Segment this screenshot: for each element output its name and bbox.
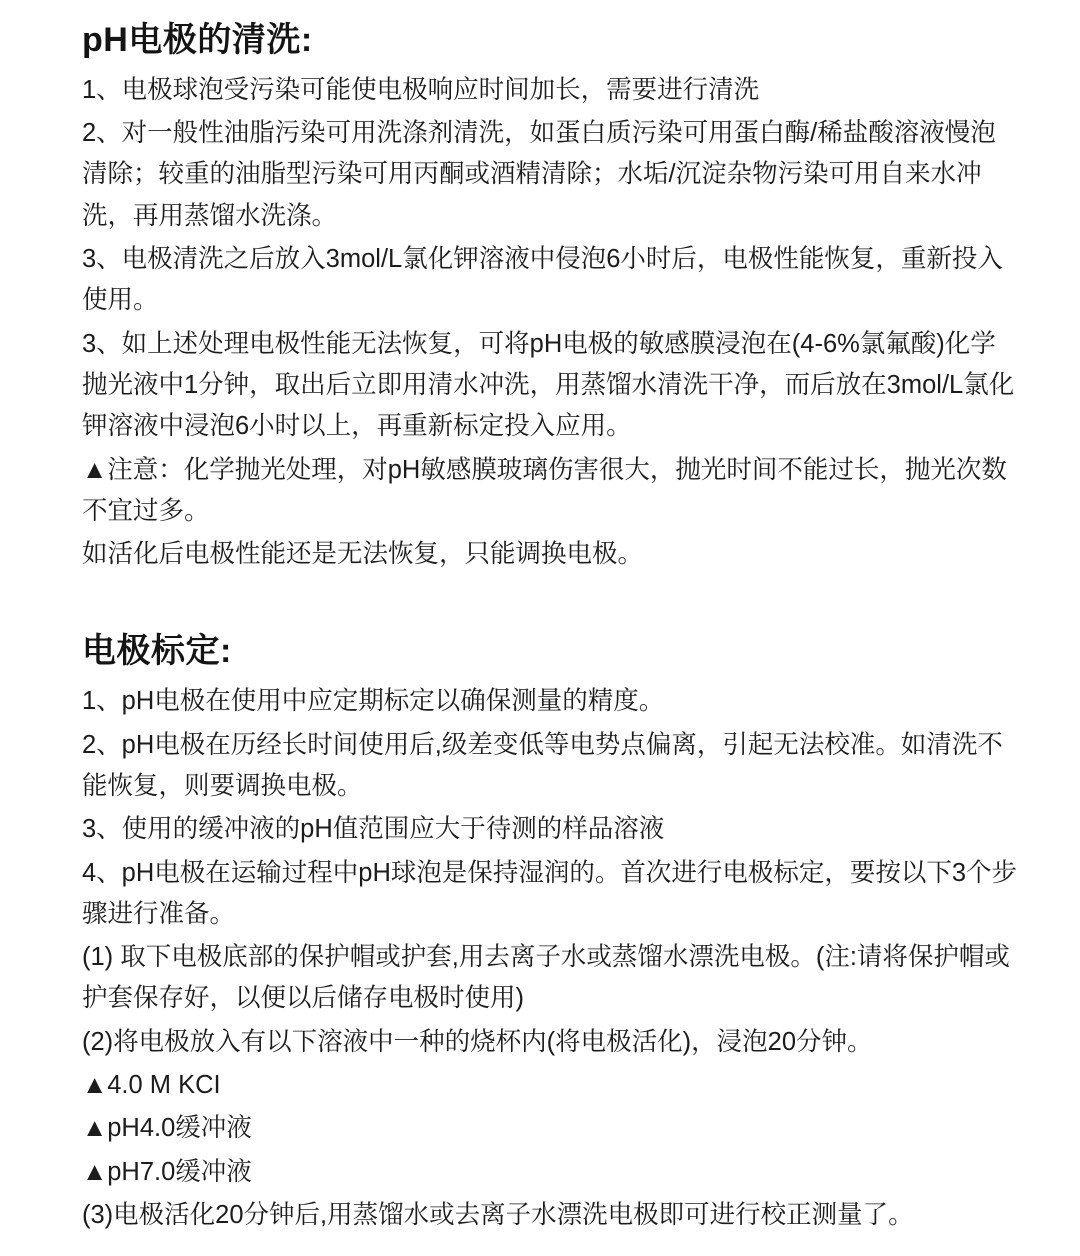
section-electrode-calibration — [82, 629, 1020, 1236]
list-item-solution-ph4: ▲pH4.0缓冲液 — [82, 1114, 252, 1143]
list-item-solution-ph7: ▲pH7.0缓冲液 — [82, 1157, 252, 1186]
paragraph-calibration-step-2: (2)将电极放入有以下溶液中一种的烧杯内(将电极活化)，浸泡20分钟。 — [82, 1027, 873, 1056]
paragraph-calibration-step-1: (1) 取下电极底部的保护帽或护套,用去离子水或蒸馏水漂洗电极。(注:请将保护帽或护套保存好，以便以后储存电极时使用) — [82, 943, 1010, 1013]
paragraph-cleaning-4: 3、如上述处理电极性能无法恢复，可将pH电极的敏感膜浸泡在(4-6%氯氟酸)化学抛光液中1分钟，取出后立即用清水冲洗，用蒸馏水清洗干净，而后放在3mol/L氯化钾溶液中浸泡6小时以上，再重新标定投入应用。 — [82, 329, 1015, 441]
paragraph-cleaning-closing: 如活化后电极性能还是无法恢复，只能调换电极。 — [82, 540, 644, 569]
paragraph-cleaning-2: 2、对一般性油脂污染可用洗涤剂清洗，如蛋白质污染可用蛋白酶/稀盐酸溶液慢泡清除；较重的油脂型污染可用丙酮或酒精清除；水垢/沉淀杂物污染可用自来水冲洗，再用蒸馏水洗涤。 — [82, 119, 996, 230]
paragraph-calibration-3: 3、使用的缓冲液的pH值范围应大于待测的样品溶液 — [82, 815, 665, 844]
paragraph-cleaning-note: ▲注意：化学抛光处理，对pH敏感膜玻璃伤害很大，抛光时间不能过长，抛光次数不宜过多。 — [82, 455, 1007, 525]
list-item-solution-kcl: ▲4.0 M KCI — [82, 1071, 221, 1100]
paragraph-calibration-4: 4、pH电极在运输过程中pH球泡是保持湿润的。首次进行电极标定，要按以下3个步骤进行准备。 — [82, 858, 1018, 928]
section-electrode-cleaning — [82, 18, 1020, 575]
paragraph-calibration-2: 2、pH电极在历经长时间使用后,级差变低等电势点偏离，引起无法校准。如清洗不能恢复，则要调换电极。 — [82, 730, 1003, 800]
paragraph-calibration-step-3: (3)电极活化20分钟后,用蒸馏水或去离子水漂洗电极即可进行校正测量了。 — [82, 1200, 914, 1229]
paragraph-calibration-1: 1、pH电极在使用中应定期标定以确保测量的精度。 — [82, 687, 665, 716]
section-title-cleaning: pH电极的清洗: — [82, 21, 313, 59]
section-title-calibration: 电极标定: — [82, 632, 232, 671]
paragraph-cleaning-3: 3、电极清洗之后放入3mol/L氯化钾溶液中侵泡6小时后，电极性能恢复，重新投入使用。 — [82, 245, 1003, 315]
paragraph-cleaning-1: 1、电极球泡受污染可能使电极响应时间加长，需要进行清洗 — [82, 75, 760, 104]
